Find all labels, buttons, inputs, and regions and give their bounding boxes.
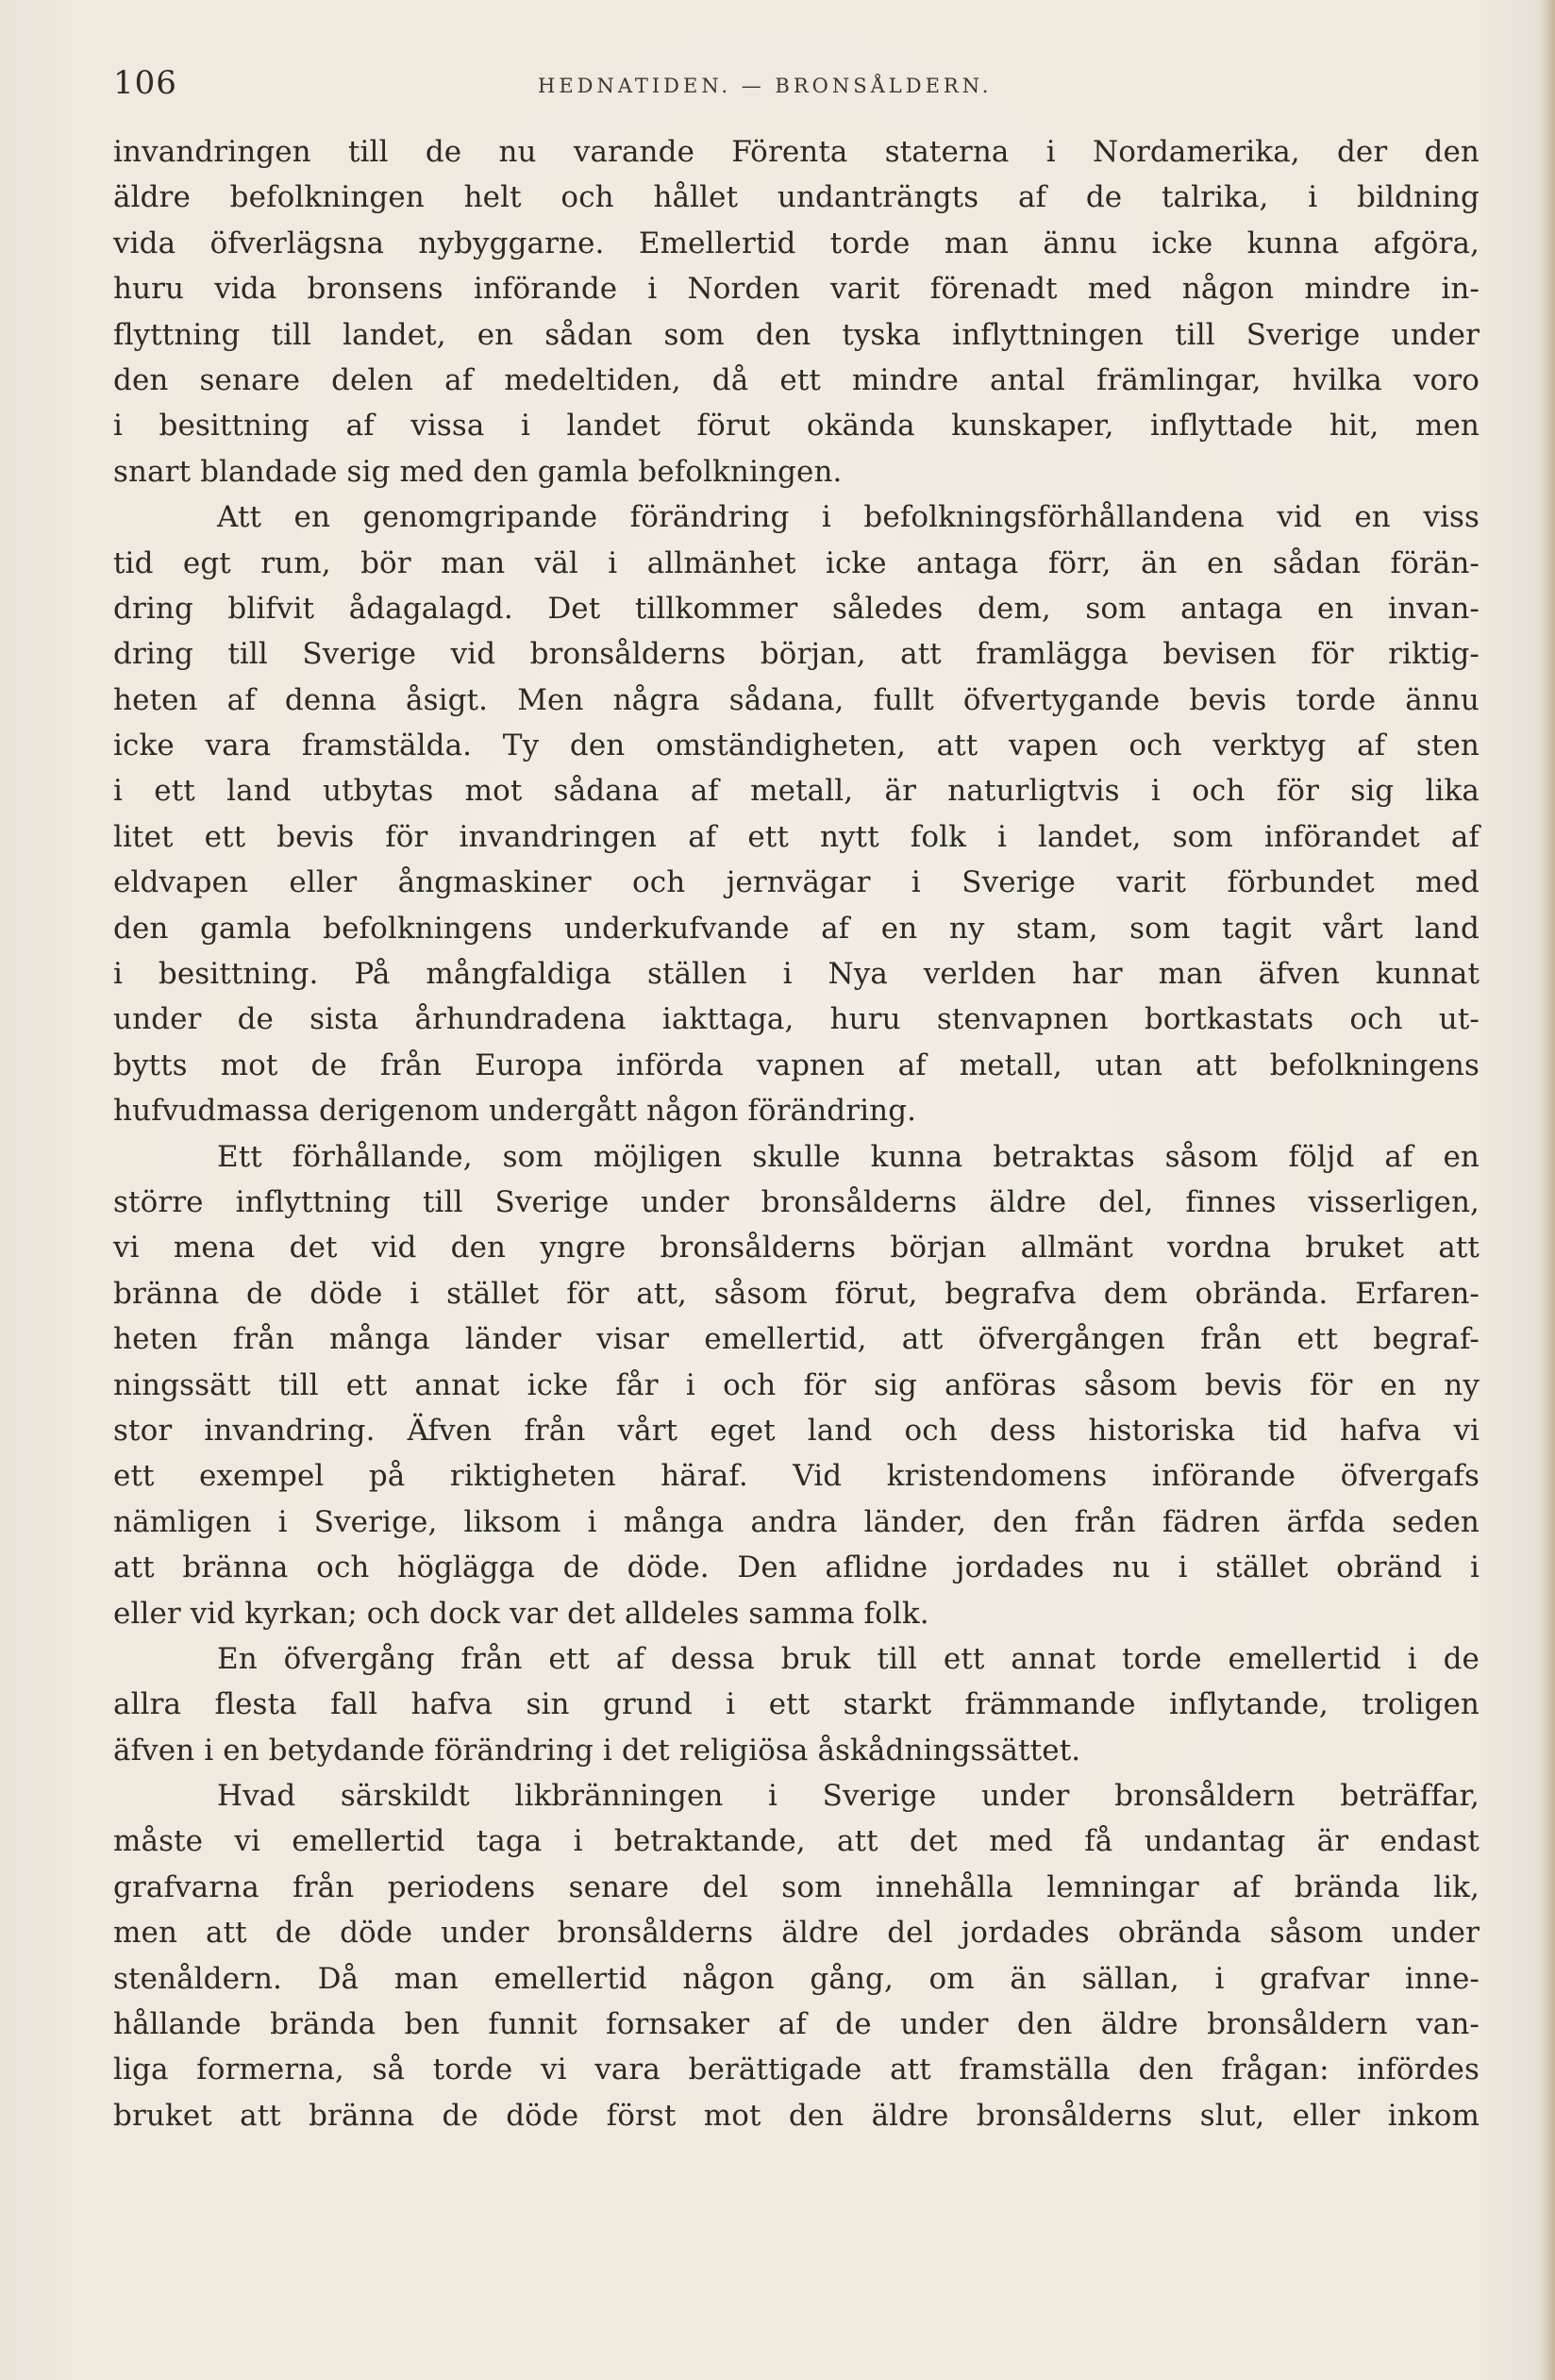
- text-line-13: heten af denna åsigt. Men några sådana, fullt öfvertygande bevis torde ännu: [113, 682, 1480, 717]
- text-line-9: Att en genomgripande förändring i befolkningsförhållandena vid en viss: [217, 500, 1480, 535]
- text-line-28: ningssätt till ett annat icke får i och för sig anföras såsom bevis för en ny: [113, 1367, 1480, 1402]
- body-text: [113, 129, 1480, 2138]
- text-line-21: bytts mot de från Europa införda vapnen af metall, utan att befolkningens: [113, 1048, 1480, 1082]
- text-line-12: dring till Sverige vid bronsålderns början, att framlägga bevisen för riktig-: [113, 637, 1480, 672]
- text-line-35: allra flesta fall hafva sin grund i ett starkt främmande inflytande, troligen: [113, 1687, 1480, 1722]
- page-header: [113, 64, 1472, 111]
- text-line-24: större inflyttning till Sverige under bronsålderns äldre del, finnes visserligen,: [113, 1184, 1480, 1219]
- text-line-42: hållande brända ben funnit fornsaker af de under den äldre bronsåldern van-: [113, 2007, 1480, 2042]
- text-line-26: bränna de döde i stället för att, såsom förut, begrafva dem obrända. Erfaren-: [113, 1276, 1480, 1311]
- text-line-20: under de sista århundradena iakttaga, huru stenvapnen bortkastats och ut-: [113, 1002, 1480, 1037]
- text-line-6: den senare delen af medeltiden, då ett mindre antal främlingar, hvilka voro: [113, 362, 1480, 397]
- text-line-38: måste vi emellertid taga i betraktande, att det med få undantag är endast: [113, 1824, 1480, 1859]
- text-line-22: hufvudmassa derigenom undergått någon förändring.: [113, 1094, 917, 1129]
- text-line-36: äfven i en betydande förändring i det religiösa åskådningssättet.: [113, 1733, 1081, 1768]
- running-head: HEDNATIDEN. — BRONSÅLDERN.: [538, 75, 993, 97]
- text-line-4: huru vida bronsens införande i Norden varit förenadt med någon mindre in-: [113, 272, 1480, 307]
- text-line-33: eller vid kyrkan; och dock var det alldeles samma folk.: [113, 1596, 929, 1631]
- text-line-34: En öfvergång från ett af dessa bruk till ett annat torde emellertid i de: [217, 1641, 1480, 1676]
- text-line-27: heten från många länder visar emellertid, att öfvergången från ett begraf-: [113, 1322, 1480, 1357]
- text-line-10: tid egt rum, bör man väl i allmänhet icke antaga förr, än en sådan förän-: [113, 545, 1480, 580]
- text-line-15: i ett land utbytas mot sådana af metall, är naturligtvis i och för sig lika: [113, 774, 1480, 809]
- text-line-2: äldre befolkningen helt och hållet undanträngts af de talrika, i bildning: [113, 180, 1480, 215]
- text-line-39: grafvarna från periodens senare del som innehålla lemningar af brända lik,: [113, 1869, 1480, 1904]
- text-line-5: flyttning till landet, en sådan som den tyska inflyttningen till Sverige under: [113, 317, 1480, 352]
- text-line-23: Ett förhållande, som möjligen skulle kunna betraktas såsom följd af en: [217, 1139, 1480, 1174]
- text-line-18: den gamla befolkningens underkufvande af en ny stam, som tagit vårt land: [113, 911, 1480, 946]
- text-line-43: liga formerna, så torde vi vara berättigade att framställa den frågan: infördes: [113, 2053, 1480, 2087]
- text-line-14: icke vara framstälda. Ty den omständigheten, att vapen och verktyg af sten: [113, 729, 1480, 763]
- text-line-25: vi mena det vid den yngre bronsålderns början allmänt vordna bruket att: [113, 1231, 1480, 1265]
- text-line-1: invandringen till de nu varande Förenta staterna i Nordamerika, der den: [113, 135, 1480, 169]
- text-line-3: vida öfverlägsna nybyggarne. Emellertid torde man ännu icke kunna afgöra,: [113, 226, 1480, 260]
- text-line-41: stenåldern. Då man emellertid någon gång, om än sällan, i grafvar inne-: [113, 1961, 1480, 1996]
- page-edge-shadow: [1540, 0, 1555, 2380]
- text-line-19: i besittning. På mångfaldiga ställen i Nya verlden har man äfven kunnat: [113, 957, 1480, 992]
- text-line-16: litet ett bevis för invandringen af ett nytt folk i landet, som införandet af: [113, 819, 1480, 854]
- text-line-7: i besittning af vissa i landet förut okända kunskaper, inflyttade hit, men: [113, 409, 1480, 444]
- text-line-31: nämligen i Sverige, liksom i många andra länder, den från fädren ärfda seden: [113, 1504, 1480, 1539]
- text-line-29: stor invandring. Äfven från vårt eget land och dess historiska tid hafva vi: [113, 1413, 1480, 1448]
- text-line-32: att bränna och höglägga de döde. Den aflidne jordades nu i stället obränd i: [113, 1550, 1480, 1585]
- text-line-17: eldvapen eller ångmaskiner och jernvägar i Sverige varit förbundet med: [113, 865, 1480, 900]
- text-line-37: Hvad särskildt likbränningen i Sverige under bronsåldern beträffar,: [217, 1779, 1480, 1814]
- text-line-11: dring blifvit ådagalagd. Det tillkommer således dem, som antaga en invan-: [113, 591, 1480, 626]
- text-line-44: bruket att bränna de döde först mot den äldre bronsålderns slut, eller inkom: [113, 2098, 1480, 2133]
- text-line-40: men att de döde under bronsålderns äldre del jordades obrända såsom under: [113, 1916, 1480, 1951]
- text-line-30: ett exempel på riktigheten häraf. Vid kristendomens införande öfvergafs: [113, 1459, 1480, 1494]
- page-number: 106: [113, 64, 177, 102]
- text-line-8: snart blandade sig med den gamla befolkningen.: [113, 454, 843, 489]
